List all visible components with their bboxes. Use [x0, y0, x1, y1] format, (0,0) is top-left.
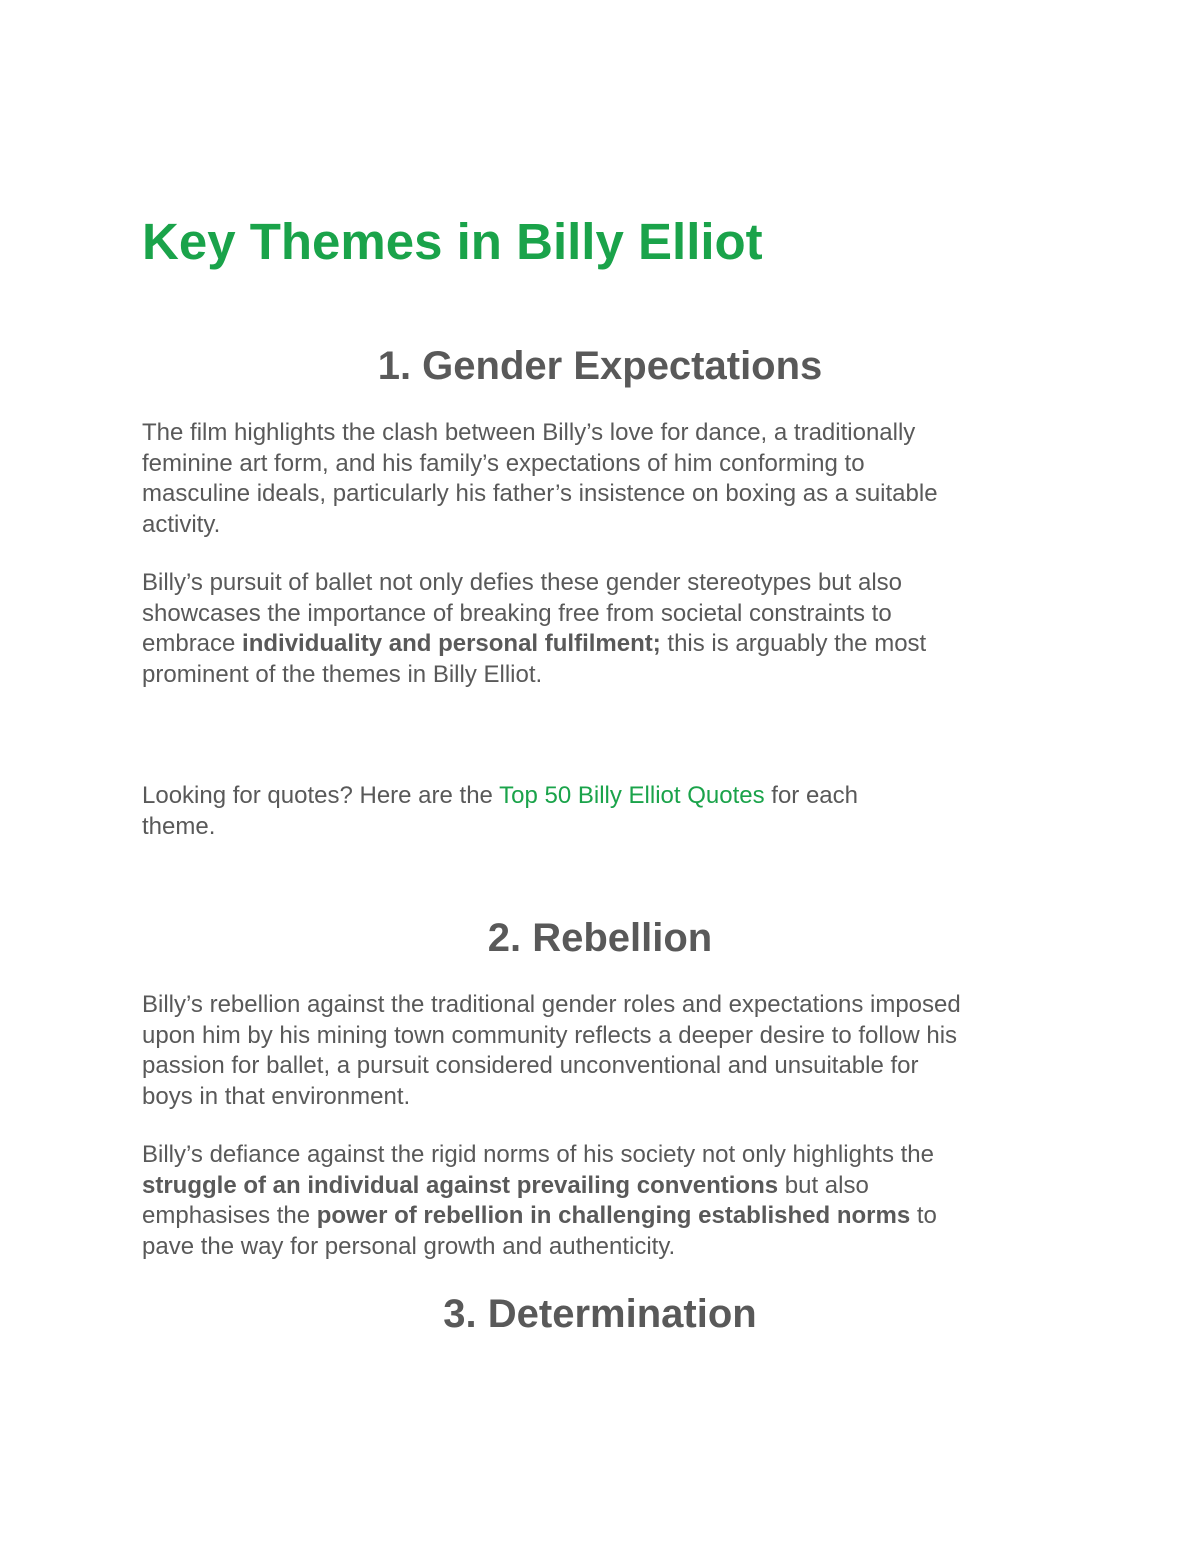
- text-line: pave the way for personal growth and authenticity.: [142, 1232, 676, 1260]
- gender-paragraph-1: [142, 418, 1058, 540]
- text-fragment: this is arguably the most: [660, 630, 927, 657]
- text-fragment: to: [910, 1202, 937, 1229]
- text-line: Billy’s rebellion against the traditional gender roles and expectations imposed: [142, 991, 961, 1018]
- section-heading-rebellion: 2. Rebellion: [487, 916, 713, 960]
- bold-phrase-power-of-rebellion: power of rebellion in challenging established norms: [316, 1202, 911, 1229]
- gender-paragraph-2: [142, 568, 1058, 690]
- section-heading-determination: 3. Determination: [443, 1292, 757, 1336]
- text-line: upon him by his mining town community reflects a deeper desire to follow his: [142, 1021, 958, 1049]
- rebellion-paragraph-2: [142, 1140, 1058, 1262]
- top-50-quotes-link[interactable]: Top 50 Billy Elliot Quotes: [499, 782, 765, 809]
- bold-phrase-struggle: struggle of an individual against prevailing conventions: [142, 1171, 779, 1199]
- text-line: feminine art form, and his family’s expectations of him conforming to: [142, 449, 865, 477]
- section-heading-gender-expectations: 1. Gender Expectations: [377, 344, 823, 388]
- text-line: Billy’s defiance against the rigid norms of his society not only highlights the: [142, 1141, 934, 1168]
- text-line: masculine ideals, particularly his father’s insistence on boxing as a suitable: [142, 480, 938, 507]
- text-line: Billy’s pursuit of ballet not only defies these gender stereotypes but also: [142, 569, 903, 596]
- text-line: boys in that environment.: [142, 1082, 411, 1110]
- text-line: [142, 781, 1058, 812]
- text-line: passion for ballet, a pursuit considered unconventional and unsuitable for: [142, 1052, 919, 1079]
- quotes-note: [142, 781, 1058, 842]
- text-fragment: Looking for quotes? Here are the: [142, 782, 500, 809]
- text-fragment: emphasises the: [142, 1202, 317, 1229]
- text-line: [142, 629, 1058, 660]
- text-line: [142, 1171, 1058, 1202]
- text-line: activity.: [142, 510, 221, 538]
- rebellion-paragraph-1: [142, 990, 1058, 1112]
- text-line: [142, 1201, 1058, 1232]
- text-line: showcases the importance of breaking free from societal constraints to: [142, 599, 892, 627]
- text-line: theme.: [142, 812, 216, 840]
- text-fragment: embrace: [142, 630, 243, 657]
- document-title: Key Themes in Billy Elliot: [142, 213, 763, 270]
- text-fragment: but also: [778, 1171, 869, 1199]
- bold-phrase-individuality: individuality and personal fulfilment;: [242, 630, 661, 657]
- text-fragment: for each: [764, 782, 858, 809]
- text-line: prominent of the themes in Billy Elliot.: [142, 660, 543, 688]
- text-line: The film highlights the clash between Billy’s love for dance, a traditionally: [142, 419, 916, 446]
